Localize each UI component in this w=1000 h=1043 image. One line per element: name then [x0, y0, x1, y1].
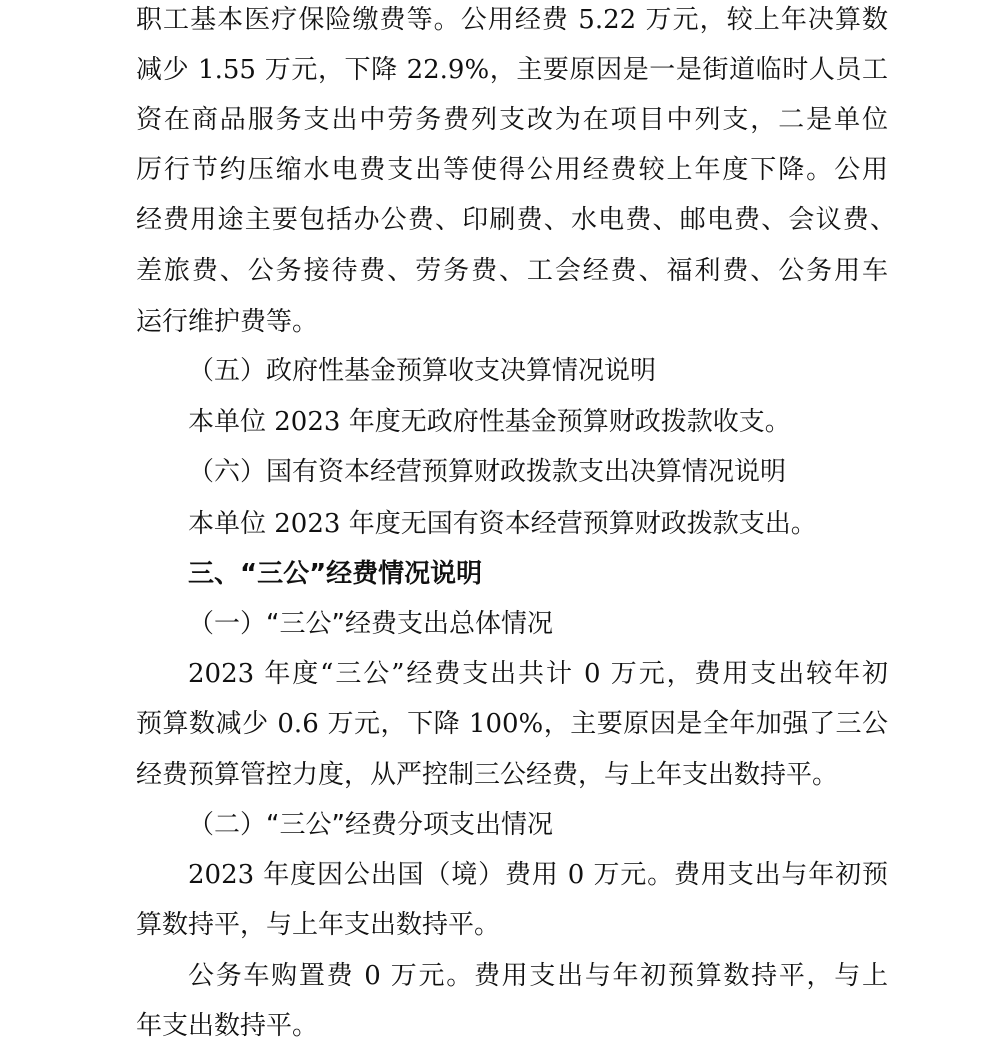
paragraph-line: 预算数减少 0.6 万元，下降 100%，主要原因是全年加强了三公	[136, 709, 888, 739]
paragraph-line: 本单位 2023 年度无政府性基金预算财政拨款收支。	[188, 407, 791, 437]
paragraph-line: 运行维护费等。	[136, 307, 319, 337]
paragraph-line: 2023 年度因公出国（境）费用 0 万元。费用支出与年初预	[188, 860, 888, 890]
paragraph-line: 厉行节约压缩水电费支出等使得公用经费较上年度下降。公用	[136, 155, 888, 185]
chapter-heading: 三、“三公”经费情况说明	[188, 559, 483, 589]
paragraph-line: 算数持平，与上年支出数持平。	[136, 910, 501, 940]
paragraph-line: 职工基本医疗保险缴费等。公用经费 5.22 万元，较上年决算数	[136, 5, 888, 35]
paragraph-line: 资在商品服务支出中劳务费列支改为在项目中列支，二是单位	[136, 105, 888, 135]
paragraph-line: 经费用途主要包括办公费、印刷费、水电费、邮电费、会议费、	[136, 205, 896, 235]
section-heading: （二）“三公”经费分项支出情况	[188, 810, 553, 840]
paragraph-line: 差旅费、公务接待费、劳务费、工会经费、福利费、公务用车	[136, 256, 888, 286]
paragraph-line: 本单位 2023 年度无国有资本经营预算财政拨款支出。	[188, 509, 817, 539]
section-heading: （六）国有资本经营预算财政拨款支出决算情况说明	[188, 457, 787, 487]
paragraph-line: 公务车购置费 0 万元。费用支出与年初预算数持平，与上	[188, 961, 888, 991]
paragraph-line: 经费预算管控力度，从严控制三公经费，与上年支出数持平。	[136, 760, 839, 790]
paragraph-line: 减少 1.55 万元，下降 22.9%，主要原因是一是街道临时人员工	[136, 55, 888, 85]
section-heading: （五）政府性基金预算收支决算情况说明	[188, 356, 657, 386]
paragraph-line: 2023 年度“三公”经费支出共计 0 万元，费用支出较年初	[188, 659, 888, 689]
paragraph-line: 年支出数持平。	[136, 1011, 319, 1041]
section-heading: （一）“三公”经费支出总体情况	[188, 609, 553, 639]
